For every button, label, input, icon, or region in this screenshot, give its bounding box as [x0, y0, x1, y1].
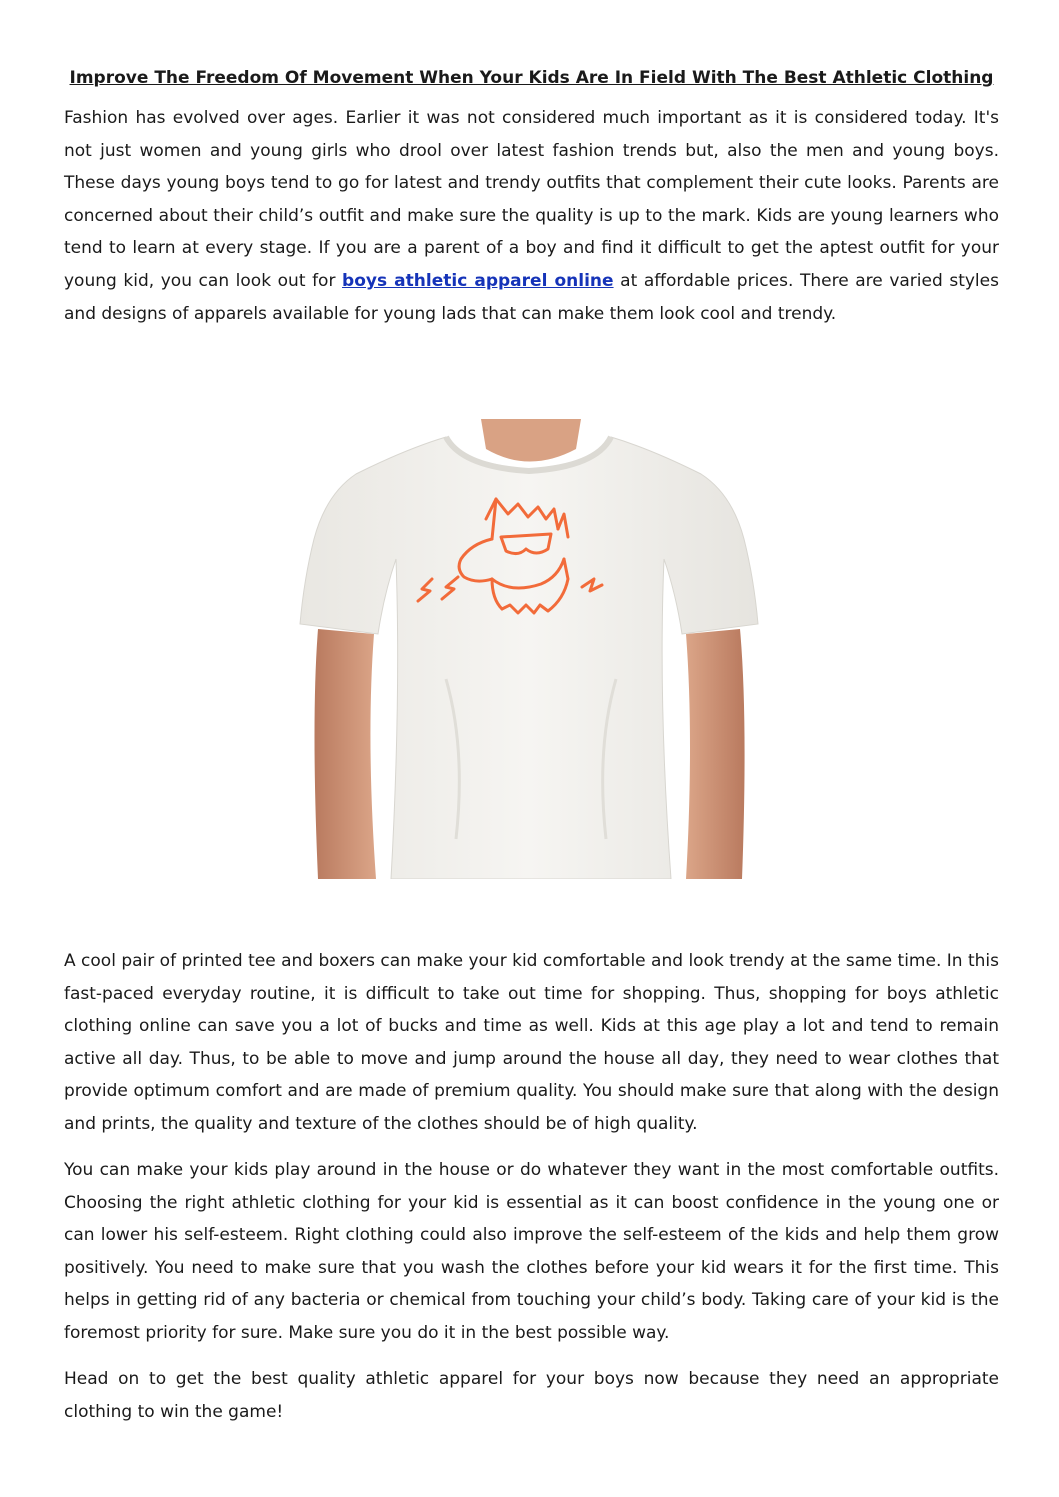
paragraph-intro-text-start: Fashion has evolved over ages. Earlier it was not considered much important as it is considered today. It's not just women and young girls who drool over latest fashion trends but, also the men and young boys. These days young boys tend to go for latest and trendy outfits that complement their cute looks. Parents are concerned about their child’s outfit and make sure the quality is up to the mark. Kids are young learners who tend to learn at every stage. If you are a parent of a boy and find it difficult to get the aptest outfit for your young kid, you can look out for [64, 108, 999, 291]
document-title: Improve The Freedom Of Movement When Your Kids Are In Field With The Best Athletic Clothing [69, 68, 994, 88]
paragraph-comfort: A cool pair of printed tee and boxers can make your kid comfortable and look trendy at the same time. In this fast-paced everyday routine, it is difficult to take out time for shopping. Thus, shopping for boys athletic clothing online can save you a lot of bucks and time as well. Kids at this age play a lot and tend to remain active all day. Thus, to be able to move and jump around the house all day, they need to wear clothes that provide optimum comfort and are made of premium quality. You should make sure that along with the design and prints, the quality and texture of the clothes should be of high quality. [64, 951, 999, 1134]
paragraph-intro-text-end: at affordable prices. There are varied styles and designs of apparels available for young lads that can make them look cool and trendy. [64, 270, 999, 324]
boys-athletic-apparel-link[interactable]: boys athletic apparel online [342, 270, 614, 291]
paragraph-intro [64, 102, 999, 330]
paragraph-choosing: You can make your kids play around in the house or do whatever they want in the most comfortable outfits. Choosing the right athletic clothing for your kid is essential as it can boost confidence in the young one or can lower his self-esteem. Right clothing could also improve the self-esteem of the kids and help them grow positively. You need to make sure that you wash the clothes before your kid wears it for the first time. This helps in getting rid of any bacteria or chemical from touching your child’s body. Taking care of your kid is the foremost priority for sure. Make sure you do it in the best possible way. [64, 1160, 999, 1343]
tshirt-product-image [296, 419, 762, 879]
paragraph-closing: Head on to get the best quality athletic apparel for your boys now because they need an appropriate clothing to win the game! [64, 1369, 999, 1422]
document-body [64, 62, 999, 330]
